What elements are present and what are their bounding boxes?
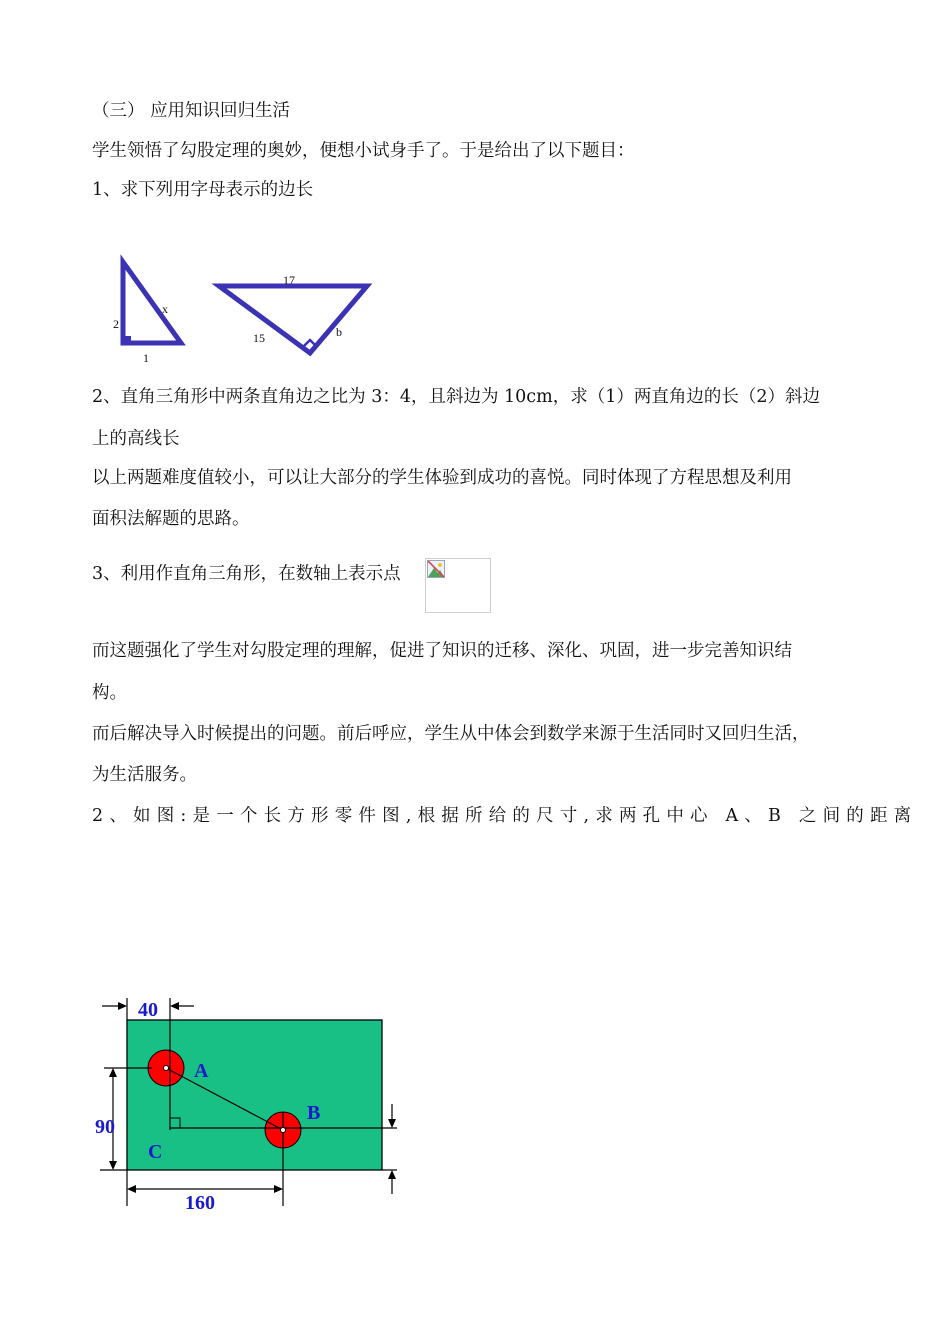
- comment-1-line-2: 面积法解题的思路。: [92, 509, 250, 529]
- label-side-2: 2: [113, 317, 119, 331]
- question-4: 2、如图:是一个长方形零件图,根据所给的尺寸,求两孔中心 A、B 之间的距离: [92, 806, 918, 826]
- point-label-b: B: [307, 1102, 321, 1124]
- label-side-17: 17: [283, 273, 295, 287]
- question-2-line-1: 2、直角三角形中两条直角边之比为 3：4，且斜边为 10cm，求（1）两直角边的长（2）斜边: [92, 387, 820, 407]
- comment-2-line-2: 构。: [92, 683, 127, 703]
- label-side-1: 1: [143, 351, 149, 365]
- label-side-15: 15: [253, 331, 265, 345]
- dim-label-40: 40: [138, 999, 158, 1021]
- label-side-b: b: [336, 325, 342, 339]
- question-3: 3、利用作直角三角形，在数轴上表示点: [92, 564, 401, 584]
- section-title: （三） 应用知识回归生活: [92, 101, 291, 121]
- label-side-x: x: [162, 302, 168, 316]
- plate: [127, 1020, 382, 1170]
- comment-2-line-1: 而这题强化了学生对勾股定理的理解，促进了知识的迁移、深化、巩固，进一步完善知识结: [92, 641, 792, 661]
- point-label-c: C: [148, 1141, 163, 1163]
- dim-label-90: 90: [95, 1116, 115, 1138]
- comment-3-line-2: 为生活服务。: [92, 765, 197, 785]
- point-label-a: A: [194, 1060, 209, 1082]
- dim-label-160: 160: [185, 1192, 215, 1214]
- comment-3-line-1: 而后解决导入时候提出的问题。前后呼应，学生从中体会到数学来源于生活同时又回归生活，: [92, 724, 810, 744]
- question-1: 1、求下列用字母表示的边长: [92, 180, 314, 200]
- comment-1-line-1: 以上两题难度值较小，可以让大部分的学生体验到成功的喜悦。同时体现了方程思想及利用: [92, 468, 792, 488]
- question-2-line-2: 上的高线长: [92, 429, 180, 449]
- intro-paragraph: 学生领悟了勾股定理的奥妙，便想小试身手了。于是给出了以下题目：: [92, 141, 635, 161]
